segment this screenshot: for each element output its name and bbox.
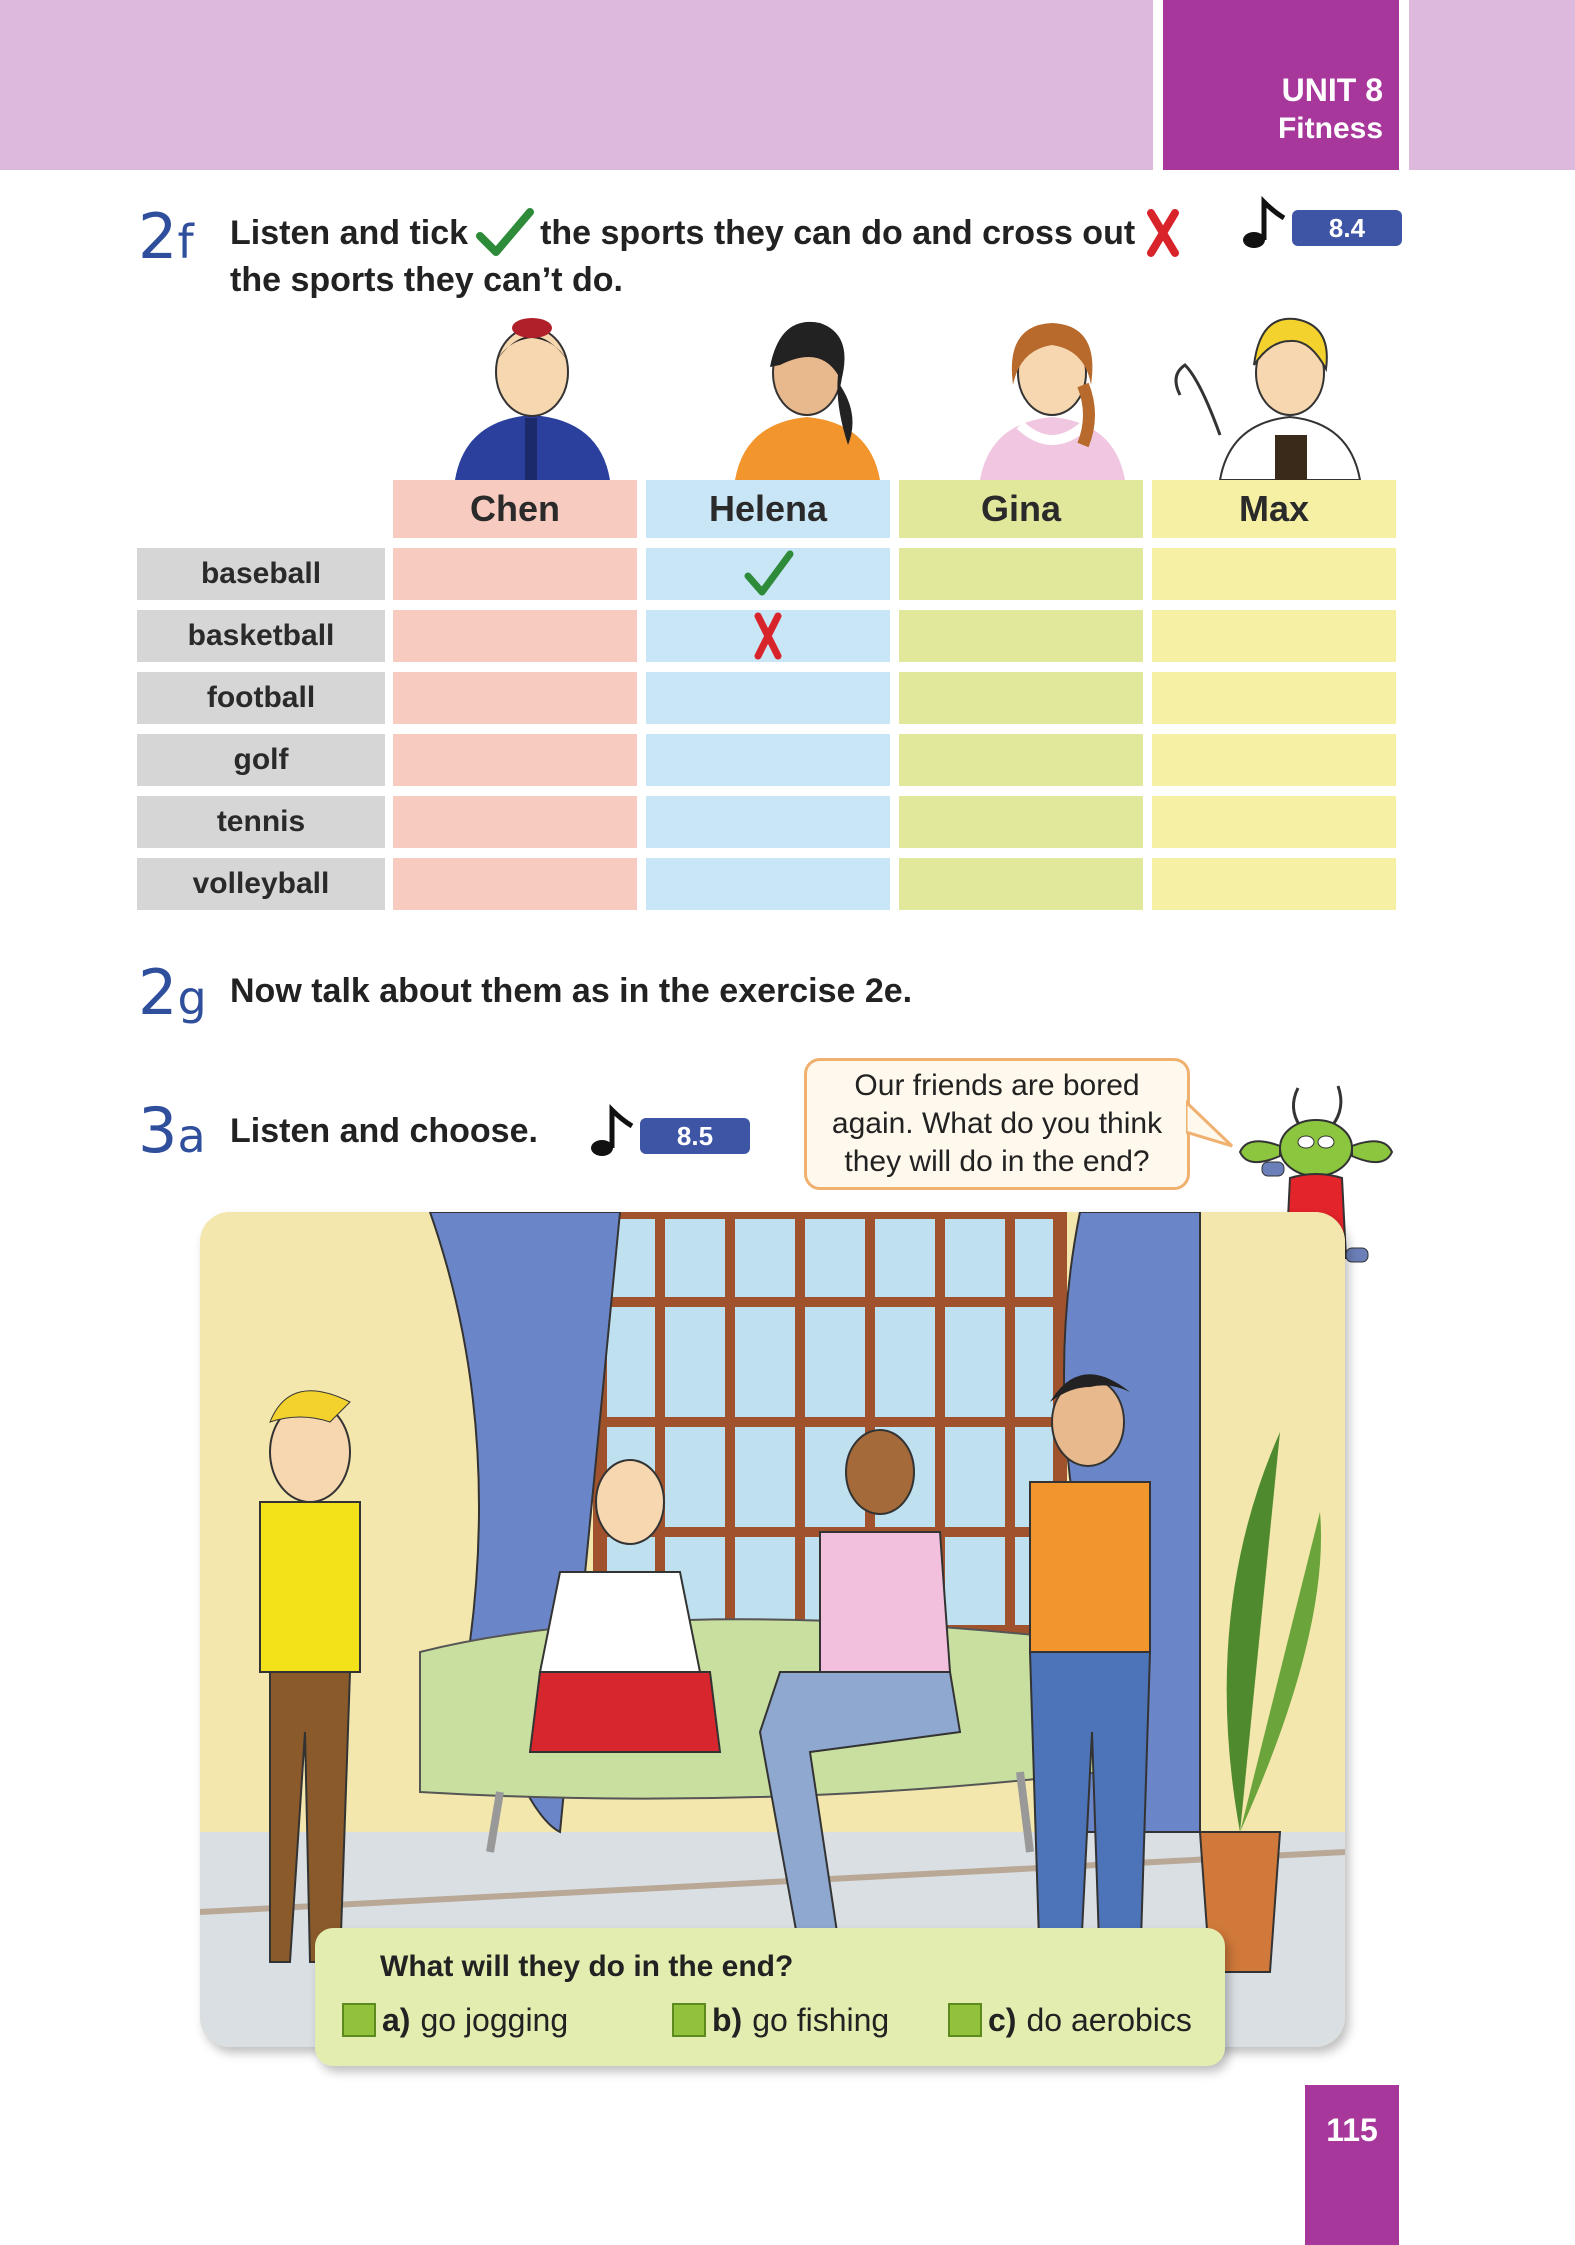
speech-bubble [804, 1058, 1190, 1190]
option-letter: a) [382, 2002, 411, 2038]
audio-track-badge[interactable]: 8.4 [1292, 210, 1402, 246]
option-a[interactable] [342, 2000, 568, 2040]
bubble-text: Our friends are bored [854, 1069, 1140, 1102]
table-cell[interactable] [899, 734, 1143, 786]
row-label-baseball: baseball [137, 548, 385, 600]
table-cell[interactable] [899, 548, 1143, 600]
exercise-2g-number [138, 956, 207, 1029]
column-header-helena: Helena [646, 480, 890, 538]
unit-label: UNIT 8 [1281, 72, 1383, 108]
column-header-chen: Chen [393, 480, 637, 538]
table-cell[interactable] [393, 672, 637, 724]
tick-icon [474, 208, 534, 258]
exercise-letter: g [177, 971, 207, 1025]
table-cell[interactable] [646, 734, 890, 786]
scene-drawing [200, 1212, 1345, 2047]
table-cell[interactable] [646, 610, 890, 662]
exercise-letter: a [177, 1109, 206, 1163]
exercise-number: 3 [138, 1094, 178, 1167]
header-divider [1153, 0, 1163, 170]
question-box [315, 1928, 1225, 2066]
exercise-2f-number [138, 200, 194, 273]
column-header-gina: Gina [899, 480, 1143, 538]
table-cell[interactable] [1152, 796, 1396, 848]
option-c[interactable] [948, 2000, 1192, 2040]
table-cell[interactable] [1152, 672, 1396, 724]
table-cell[interactable] [393, 858, 637, 910]
table-cell[interactable] [646, 858, 890, 910]
row-label-golf: golf [137, 734, 385, 786]
exercise-2f-instruction [230, 207, 1230, 301]
table-cell[interactable] [1152, 610, 1396, 662]
row-label-volleyball: volleyball [137, 858, 385, 910]
option-letter: b) [712, 2002, 743, 2038]
tick-icon [646, 548, 890, 600]
header-divider [1399, 0, 1409, 170]
question-title: What will they do in the end? [380, 1950, 794, 1983]
option-letter: c) [988, 2002, 1017, 2038]
unit-heading [1278, 70, 1383, 148]
column-header-max: Max [1152, 480, 1396, 538]
music-note-icon [588, 1104, 636, 1160]
option-text: go jogging [420, 2002, 569, 2038]
table-cell[interactable] [646, 672, 890, 724]
option-text: go fishing [752, 2002, 890, 2038]
table-cell[interactable] [1152, 858, 1396, 910]
option-b[interactable] [672, 2000, 889, 2040]
table-cell[interactable] [1152, 734, 1396, 786]
audio-track-badge[interactable]: 8.5 [640, 1118, 750, 1154]
chen-portrait [445, 310, 620, 480]
music-note-icon [1240, 196, 1288, 252]
instruction-text: the sports they can do and cross out [540, 214, 1136, 252]
instruction-text: Listen and tick [230, 214, 469, 252]
table-cell[interactable] [899, 610, 1143, 662]
row-label-football: football [137, 672, 385, 724]
exercise-letter: f [177, 215, 194, 269]
table-cell[interactable] [899, 796, 1143, 848]
page-number: 115 [1326, 2112, 1378, 2148]
max-portrait [1160, 305, 1385, 480]
table-cell[interactable] [1152, 548, 1396, 600]
cross-icon [1143, 207, 1183, 259]
option-checkbox[interactable] [342, 2003, 376, 2037]
table-cell[interactable] [646, 548, 890, 600]
exercise-number: 2 [138, 956, 178, 1029]
helena-portrait [720, 305, 895, 480]
option-text: do aerobics [1026, 2002, 1192, 2038]
page-number-block [1305, 2085, 1399, 2245]
table-cell[interactable] [393, 734, 637, 786]
cross-icon [646, 610, 890, 662]
bubble-text: again. What do you think [831, 1107, 1163, 1140]
table-cell[interactable] [899, 672, 1143, 724]
row-label-basketball: basketball [137, 610, 385, 662]
living-room-illustration [200, 1212, 1345, 2047]
exercise-2g-instruction: Now talk about them as in the exercise 2e. [230, 972, 913, 1010]
bubble-text: they will do in the end? [844, 1145, 1150, 1178]
row-label-tennis: tennis [137, 796, 385, 848]
exercise-3a-number [138, 1094, 206, 1167]
table-cell[interactable] [393, 610, 637, 662]
exercise-number: 2 [138, 200, 178, 273]
table-cell[interactable] [899, 858, 1143, 910]
instruction-text: the sports they can’t do. [230, 261, 623, 299]
option-checkbox[interactable] [948, 2003, 982, 2037]
option-checkbox[interactable] [672, 2003, 706, 2037]
table-cell[interactable] [393, 548, 637, 600]
table-cell[interactable] [393, 796, 637, 848]
gina-portrait [965, 305, 1140, 480]
table-cell[interactable] [646, 796, 890, 848]
exercise-3a-instruction: Listen and choose. [230, 1112, 538, 1150]
unit-title: Fitness [1277, 112, 1383, 145]
